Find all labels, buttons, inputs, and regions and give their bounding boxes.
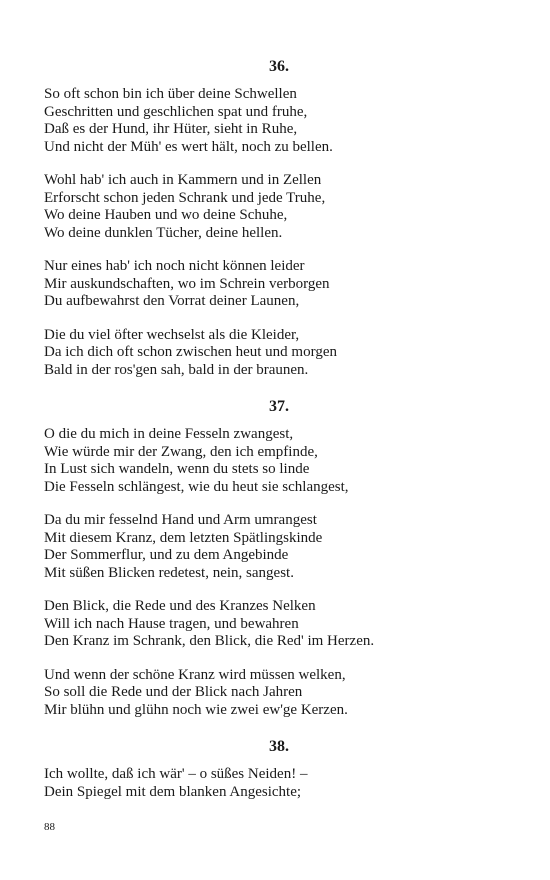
verse-line: Mit süßen Blicken redetest, nein, sangest. [44, 564, 294, 581]
verse-line: Da ich dich oft schon zwischen heut und morgen [44, 344, 337, 360]
verse-line: Die Fesseln schlängest, wie du heut sie schlangest, [44, 478, 349, 495]
verse-line: Und nicht der Müh' es wert hält, noch zu bellen. [44, 138, 333, 155]
verse-line: O die du mich in deine Fesseln zwangest, [44, 426, 294, 442]
verse-line: Bald in der ros'gen sah, bald in der braunen. [44, 361, 309, 378]
verse-line: Du aufbewahrst den Vorrat deiner Launen, [44, 293, 300, 309]
verse-line: Da du mir fesselnd Hand und Arm umrangest [44, 512, 317, 528]
verse-line: Dein Spiegel mit dem blanken Angesichte; [44, 783, 302, 800]
stanza [44, 172, 514, 242]
poem-38 [44, 737, 514, 801]
poem-number: 37. [269, 398, 289, 415]
verse-line: Den Blick, die Rede und des Kranzes Nelken [44, 598, 316, 614]
stanza [44, 512, 514, 582]
verse-line: So soll die Rede und der Blick nach Jahren [44, 684, 303, 700]
verse-line: Mit diesem Kranz, dem letzten Spätlingskinde [44, 529, 323, 546]
stanza [44, 327, 514, 380]
stanza [44, 86, 514, 156]
poem-number: 36. [269, 58, 289, 75]
stanza [44, 258, 514, 311]
poem-number: 38. [269, 738, 289, 755]
page-content [44, 57, 514, 819]
stanza [44, 598, 514, 651]
stanza [44, 426, 514, 496]
verse-line: Nur eines hab' ich noch nicht können leider [44, 258, 305, 274]
verse-line: Die du viel öfter wechselst als die Kleider, [44, 326, 300, 343]
verse-line: Wo deine Hauben und wo deine Schuhe, [44, 207, 288, 223]
verse-line: Mir blühn und glühn noch wie zwei ew'ge Kerzen. [44, 701, 348, 718]
verse-line: Ich wollte, daß ich wär' – o süßes Neiden! – [44, 766, 308, 782]
verse-line: Mir auskundschaften, wo im Schrein verborgen [44, 275, 330, 292]
verse-line: Wohl hab' ich auch in Kammern und in Zellen [44, 172, 322, 188]
verse-line: Und wenn der schöne Kranz wird müssen welken, [44, 666, 346, 683]
verse-line: Geschritten und geschlichen spat und fruhe, [44, 103, 308, 120]
verse-line: Will ich nach Hause tragen, und bewahren [44, 615, 299, 632]
verse-line: Daß es der Hund, ihr Hüter, sieht in Ruhe, [44, 121, 298, 137]
verse-line: So oft schon bin ich über deine Schwellen [44, 86, 297, 102]
stanza [44, 667, 514, 720]
verse-line: Erforscht schon jeden Schrank und jede Truhe, [44, 189, 326, 206]
stanza [44, 766, 514, 801]
verse-line: Der Sommerflur, und zu dem Angebinde [44, 547, 289, 563]
poem-36 [44, 57, 514, 379]
verse-line: In Lust sich wandeln, wenn du stets so linde [44, 461, 310, 477]
page-number: 88 [44, 821, 55, 833]
verse-line: Den Kranz im Schrank, den Blick, die Red' im Herzen. [44, 633, 375, 649]
verse-line: Wie würde mir der Zwang, den ich empfinde, [44, 443, 318, 460]
verse-line: Wo deine dunklen Tücher, deine hellen. [44, 224, 283, 241]
poem-37 [44, 397, 514, 719]
